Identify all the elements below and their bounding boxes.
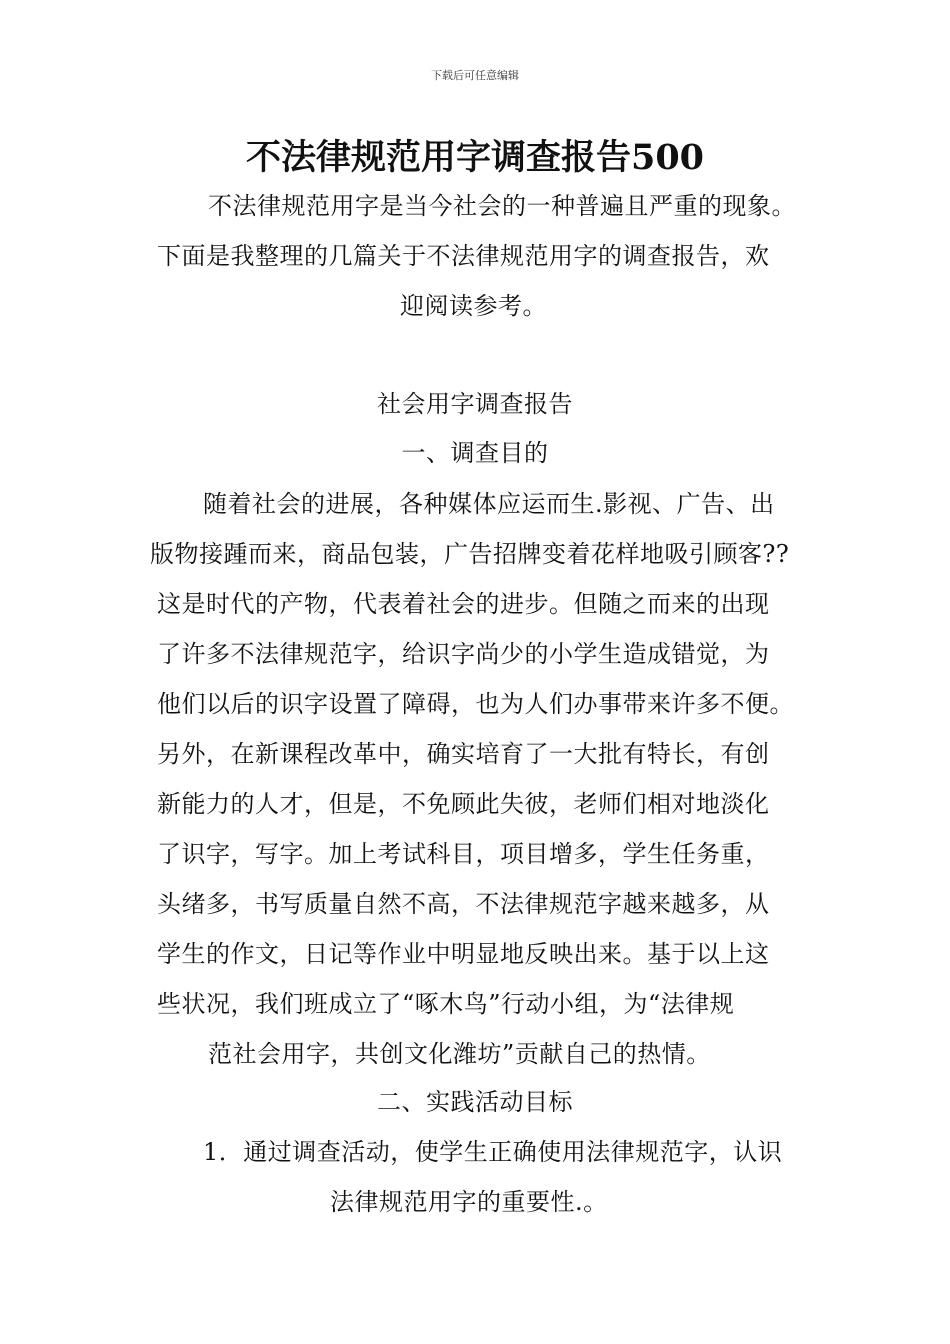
page-header: 下载后可任意编辑 xyxy=(431,69,519,82)
body-line: 1．通过调查活动，使学生正确使用法律规范字，认识 xyxy=(203,1138,783,1166)
intro-line: 迎阅读参考。 xyxy=(400,292,547,320)
heading-goals: 二、实践活动目标 xyxy=(377,1088,573,1116)
body-line: 他们以后的识字设置了障碍，也为人们办事带来许多不便。 xyxy=(157,690,794,718)
section-title: 社会用字调查报告 xyxy=(377,390,573,418)
body-line: 头绪多，书写质量自然不高，不法律规范字越来越多，从 xyxy=(157,890,770,918)
body-line: 范社会用字，共创文化潍坊”贡献自己的热情。 xyxy=(208,1040,711,1068)
intro-line: 下面是我整理的几篇关于不法律规范用字的调查报告，欢 xyxy=(157,242,770,270)
body-line: 另外，在新课程改革中，确实培育了一大批有特长，有创 xyxy=(157,740,770,768)
heading-purpose: 一、调查目的 xyxy=(401,439,549,467)
body-line: 些状况，我们班成立了“啄木鸟”行动小组，为“法律规 xyxy=(157,990,735,1018)
body-line: 这是时代的产物，代表着社会的进步。但随之而来的出现 xyxy=(157,590,770,618)
body-line: 版物接踵而来，商品包装，广告招牌变着花样地吸引顾客?? xyxy=(150,540,790,568)
intro-line: 不法律规范用字是当今社会的一种普遍且严重的现象。 xyxy=(208,192,796,220)
body-line: 了许多不法律规范字，给识字尚少的小学生造成错觉，为 xyxy=(157,640,770,668)
body-line: 法律规范用字的重要性.。 xyxy=(330,1188,608,1216)
body-line: 随着社会的进展，各种媒体应运而生.影视、广告、出 xyxy=(203,490,775,518)
document-title: 不法律规范用字调查报告500 xyxy=(245,137,705,178)
body-line: 学生的作文，日记等作业中明显地反映出来。基于以上这 xyxy=(157,940,770,968)
body-line: 了识字，写字。加上考试科目，项目增多，学生任务重， xyxy=(157,840,770,868)
body-line: 新能力的人才，但是，不免顾此失彼，老师们相对地淡化 xyxy=(157,790,770,818)
